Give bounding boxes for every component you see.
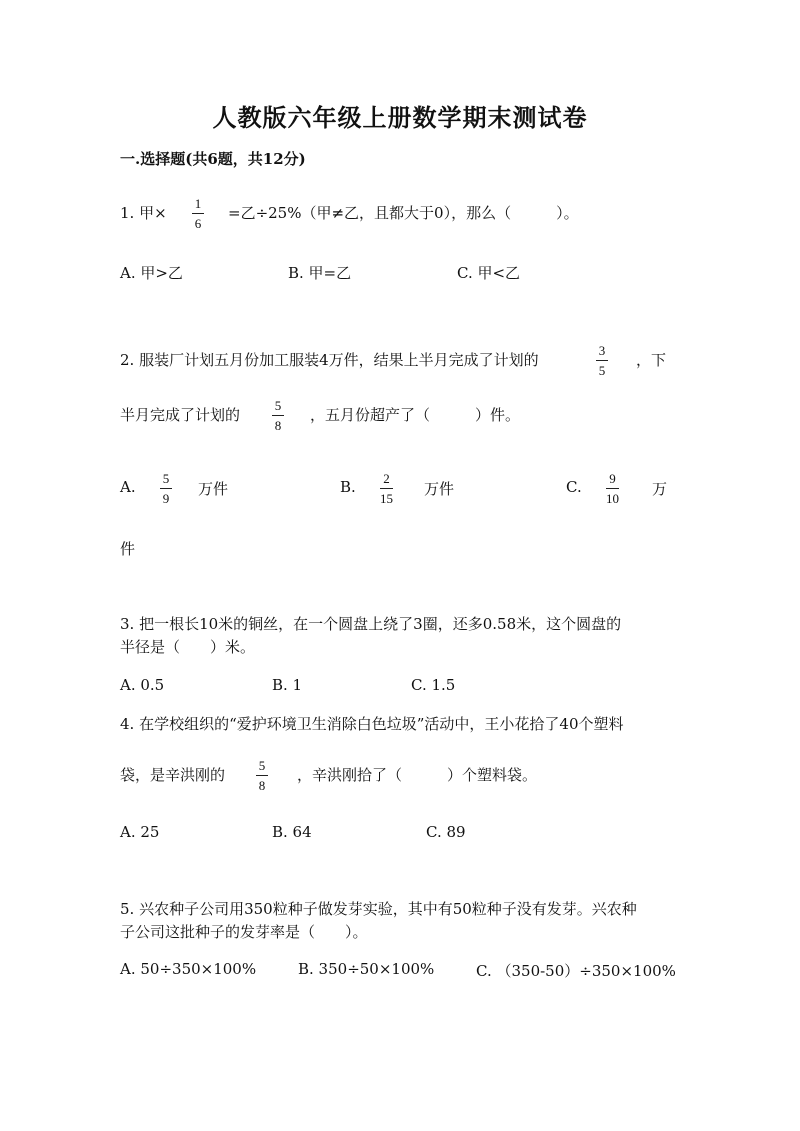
q1-option-c[interactable]: C. 甲<乙: [457, 264, 521, 282]
fraction-bar: [272, 415, 284, 416]
q2-option-b-unit: 万件: [424, 480, 455, 498]
fraction-bar: [380, 488, 393, 489]
q2-fraction-2-numerator: 5: [274, 398, 282, 413]
q3-option-b[interactable]: B. 1: [272, 676, 303, 694]
q2-option-b-numerator: 2: [383, 471, 390, 486]
q4-fraction-denominator: 8: [258, 778, 266, 793]
fraction-bar: [160, 488, 172, 489]
q5-option-b[interactable]: B. 350÷50×100%: [298, 960, 435, 978]
q4-line1: 4. 在学校组织的“爱护环境卫生消除白色垃圾”活动中，王小花拾了40个塑料: [120, 715, 624, 733]
q4-fraction-numerator: 5: [258, 758, 266, 773]
q2-option-a-denominator: 9: [162, 491, 170, 506]
q1-fraction: [192, 196, 204, 231]
q2-option-wrap: 件: [120, 540, 136, 558]
q2-option-c-label: C.: [566, 478, 582, 496]
q2-option-b-label: B.: [340, 478, 356, 496]
page-title: 人教版六年级上册数学期末测试卷: [212, 103, 588, 132]
q2-option-a-numerator: 5: [162, 471, 170, 486]
q5-line2: 子公司这批种子的发芽率是（ ）。: [120, 923, 368, 941]
q2-option-b-denominator: 15: [380, 491, 393, 506]
q2-line2-post: ，五月份超产了（ ）件。: [310, 406, 521, 424]
q2-option-a-unit: 万件: [198, 480, 229, 498]
q2-fraction-1-denominator: 5: [598, 363, 606, 378]
q4-line2-post: ，辛洪刚拾了（ ）个塑料袋。: [297, 766, 538, 784]
q2-fraction-1-numerator: 3: [598, 343, 606, 358]
q2-option-c-fraction: [606, 471, 619, 506]
section-heading: 一.选择题(共6题，共12分): [120, 150, 306, 168]
q2-option-c-numerator: 9: [609, 471, 616, 486]
q4-option-b[interactable]: B. 64: [272, 823, 312, 841]
q1-text-post: =乙÷25%（甲≠乙，且都大于0），那么（ ）。: [228, 204, 579, 222]
q4-fraction: [256, 758, 268, 793]
q3-option-c[interactable]: C. 1.5: [411, 676, 456, 694]
q1-fraction-denominator: 6: [194, 216, 202, 231]
q2-option-c-denominator: 10: [606, 491, 619, 506]
fraction-bar: [256, 775, 268, 776]
q2-fraction-1: [596, 343, 608, 378]
q2-line2-pre: 半月完成了计划的: [120, 406, 241, 424]
q1-text-pre: 1. 甲×: [120, 204, 167, 222]
fraction-bar: [606, 488, 619, 489]
q1-fraction-numerator: 1: [194, 196, 202, 211]
q3-option-a[interactable]: A. 0.5: [120, 676, 165, 694]
q2-option-c-unit: 万: [652, 480, 668, 498]
q5-option-a[interactable]: A. 50÷350×100%: [120, 960, 257, 978]
q4-option-a[interactable]: A. 25: [120, 823, 160, 841]
q2-option-a-label: A.: [120, 478, 136, 496]
fraction-bar: [192, 213, 204, 214]
q1-option-a[interactable]: A. 甲>乙: [120, 264, 183, 282]
q1-option-b[interactable]: B. 甲=乙: [288, 264, 352, 282]
q4-line2-pre: 袋，是辛洪刚的: [120, 766, 226, 784]
q5-option-c[interactable]: C. （350-50）÷350×100%: [476, 962, 676, 980]
q2-fraction-2: [272, 398, 284, 433]
q3-line1: 3. 把一根长10米的铜丝，在一个圆盘上绕了3圈，还多0.58米，这个圆盘的: [120, 615, 622, 633]
q5-line1: 5. 兴农种子公司用350粒种子做发芽实验，其中有50粒种子没有发芽。兴农种: [120, 900, 637, 918]
q3-line2: 半径是（ ）米。: [120, 638, 256, 656]
q4-option-c[interactable]: C. 89: [426, 823, 466, 841]
q2-fraction-2-denominator: 8: [274, 418, 282, 433]
q2-line1-post: ，下: [636, 351, 667, 369]
q2-line1-pre: 2. 服装厂计划五月份加工服装4万件，结果上半月完成了计划的: [120, 351, 539, 369]
q2-option-a-fraction: [160, 471, 172, 506]
q2-option-b-fraction: [380, 471, 393, 506]
fraction-bar: [596, 360, 608, 361]
